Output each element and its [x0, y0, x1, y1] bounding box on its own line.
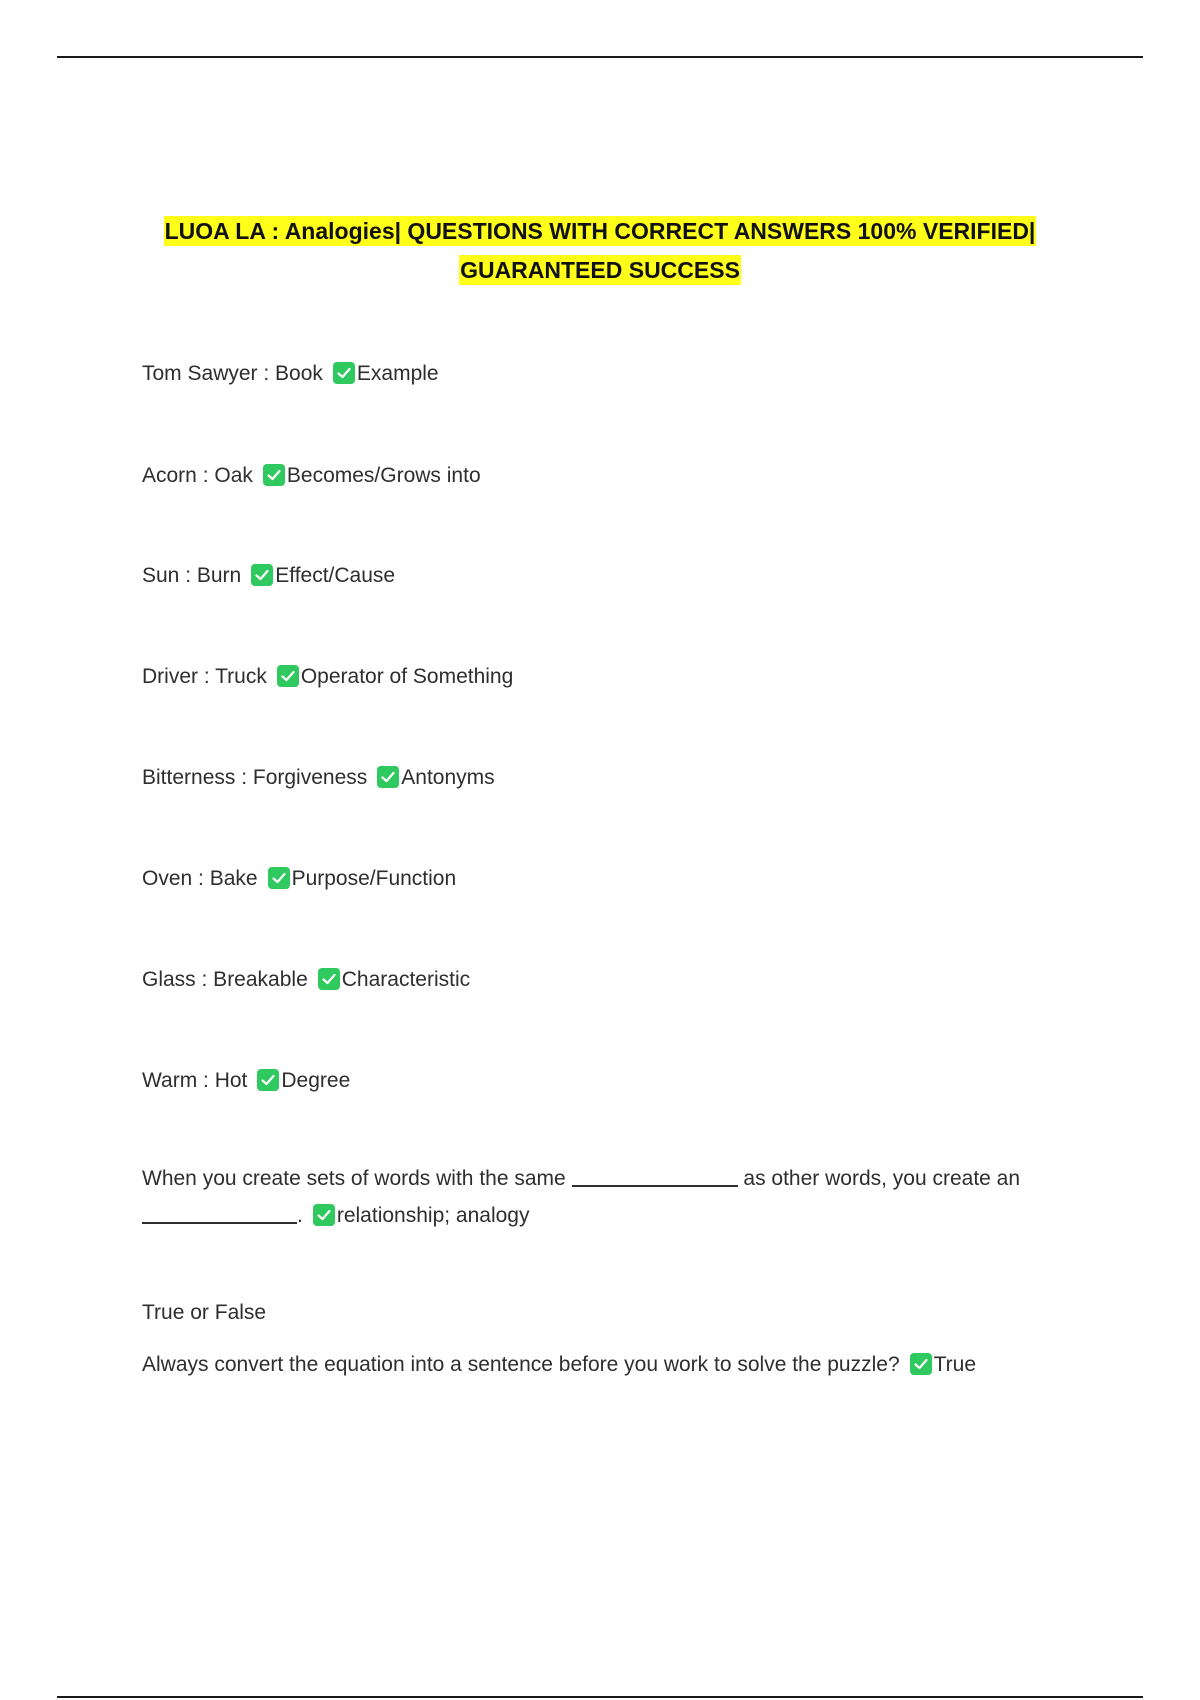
title-line-1: LUOA LA : Analogies| QUESTIONS WITH CORRECT ANSWERS 100% VERIFIED|	[164, 218, 1036, 244]
question-text: Always convert the equation into a sentence before you work to solve the puzzle?	[142, 1353, 900, 1376]
true-false-heading: True or False	[142, 1301, 267, 1324]
check-icon	[377, 766, 399, 788]
answer-text: Becomes/Grows into	[286, 464, 481, 487]
question-text: Oven : Bake	[142, 867, 258, 890]
answer-text: Effect/Cause	[275, 564, 396, 587]
answer-text: Example	[356, 362, 439, 385]
answer-text: Operator of Something	[300, 665, 514, 688]
fill-blank-part-3: .	[297, 1204, 303, 1227]
qa-item	[142, 861, 456, 897]
fill-blank-part-2: as other words, you create an	[743, 1167, 1021, 1190]
question-text: Acorn : Oak	[142, 464, 253, 487]
check-icon	[910, 1353, 932, 1375]
check-icon	[268, 867, 290, 889]
title-line-2: GUARANTEED SUCCESS	[460, 257, 740, 283]
answer-text: True	[933, 1353, 977, 1376]
question-text: Driver : Truck	[142, 665, 267, 688]
fill-blank-part-1: When you create sets of words with the same	[142, 1167, 566, 1190]
check-icon	[333, 362, 355, 384]
fill-blank-question	[142, 1161, 1020, 1197]
bottom-rule	[57, 1696, 1143, 1698]
blank-line	[142, 1202, 297, 1224]
document-title	[100, 212, 1100, 290]
answer-text: Characteristic	[341, 968, 471, 991]
check-icon	[257, 1069, 279, 1091]
check-icon	[313, 1204, 335, 1226]
qa-item	[142, 962, 470, 998]
fill-blank-answer-line	[142, 1198, 529, 1234]
question-text: Tom Sawyer : Book	[142, 362, 323, 385]
question-text: Sun : Burn	[142, 564, 242, 587]
answer-text: Antonyms	[401, 766, 495, 789]
check-icon	[318, 968, 340, 990]
check-icon	[263, 464, 285, 486]
qa-item	[142, 760, 495, 796]
top-rule	[57, 56, 1143, 58]
check-icon	[251, 564, 273, 586]
answer-text: Degree	[281, 1069, 351, 1092]
question-text: Bitterness : Forgiveness	[142, 766, 368, 789]
qa-item	[142, 356, 439, 392]
answer-text: relationship; analogy	[336, 1204, 530, 1227]
answer-text: Purpose/Function	[291, 867, 457, 890]
qa-item	[142, 1063, 350, 1099]
qa-item	[142, 458, 481, 494]
question-text: Glass : Breakable	[142, 968, 308, 991]
blank-line	[572, 1165, 738, 1187]
true-false-question	[142, 1347, 976, 1383]
question-text: Warm : Hot	[142, 1069, 248, 1092]
check-icon	[277, 665, 299, 687]
qa-item	[142, 558, 395, 594]
qa-item	[142, 659, 513, 695]
